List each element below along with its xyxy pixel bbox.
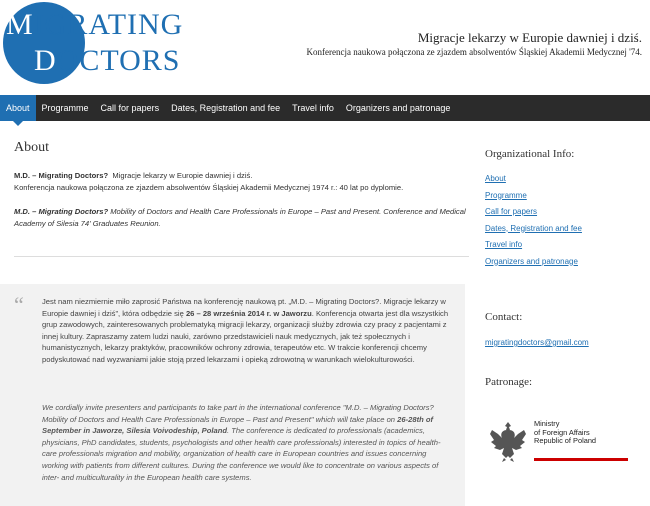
sidebar-link-dates-registration[interactable]: Dates, Registration and fee bbox=[485, 223, 582, 233]
site-subtitle: Konferencja naukowa połączona ze zjazdem absolwentów Śląskiej Akademii Medycznej '74. bbox=[306, 47, 642, 57]
nav-item-organizers[interactable]: Organizers and patronage bbox=[345, 103, 451, 113]
content-divider bbox=[14, 256, 469, 257]
site-header bbox=[0, 0, 650, 95]
contact-email-link[interactable]: migratingdoctors@gmail.com bbox=[485, 338, 589, 347]
intro-en-bold: M.D. – Migrating Doctors? bbox=[14, 207, 109, 216]
invitation-pl-part2: . Konferencja otwarta jest dla wszystkich grup zawodowych, zainteresowanych problematyką migracji lekarzy, organizacji służby zdrowia czy pracy z pacjentami z innej kultury. Zapraszamy zatem ludzi nauki, zarówno przedstawicieli nauk medycznych, jak też społecznych i humanistycznych, lekarzy praktyków, pracowników ochrony zdrowia, terapeutów etc. W trakcie konferencji chcemy podyskutować nad wyzwaniami jakie stoją przed lekarzami i opieką zdrowotną w warunkach wielokulturowości. bbox=[42, 308, 449, 364]
nav-item-dates-registration[interactable]: Dates, Registration and fee bbox=[171, 103, 281, 113]
ministry-line3: Republic of Poland bbox=[534, 436, 597, 446]
invitation-en-date: 26-28th of September in Jaworze, Silesia Voivodeship, Poland bbox=[42, 414, 434, 436]
invitation-text-pl bbox=[42, 296, 452, 366]
nav-item-call-for-papers[interactable]: Call for papers bbox=[100, 103, 160, 113]
intro-title-rest: Migracje lekarzy w Europie dawniej i dziś. bbox=[112, 171, 253, 180]
site-logo[interactable] bbox=[0, 0, 184, 90]
ministry-name bbox=[534, 420, 596, 446]
sidebar bbox=[485, 148, 645, 273]
sidebar-link-programme[interactable]: Programme bbox=[485, 190, 527, 200]
intro-paragraph-pl bbox=[14, 170, 469, 194]
intro-en-rest: Mobility of Doctors and Health Care Professionals in Europe – Past and Present. Conference and Medical Academy of Silesia 74' Graduates Reunion. bbox=[14, 207, 466, 228]
ministry-line1: Ministry bbox=[534, 419, 560, 428]
site-title: Migracje lekarzy w Europie dawniej i dziś. bbox=[417, 30, 642, 45]
nav-item-programme[interactable]: Programme bbox=[41, 103, 89, 113]
sidebar-link-call-for-papers[interactable]: Call for papers bbox=[485, 207, 538, 216]
logo-text-line2: DOCTORS bbox=[34, 44, 181, 77]
main-nav bbox=[0, 95, 650, 121]
polish-eagle-icon bbox=[488, 420, 528, 464]
quote-mark-icon: “ bbox=[14, 292, 24, 317]
intro-title-bold: M.D. – Migrating Doctors? bbox=[14, 171, 109, 180]
org-info-links bbox=[485, 174, 645, 266]
ministry-red-bar bbox=[534, 458, 628, 461]
ministry-logo[interactable] bbox=[488, 418, 633, 466]
sidebar-link-about[interactable]: About bbox=[485, 174, 506, 183]
logo-text-line1: MIGRATING bbox=[6, 8, 184, 41]
main-content bbox=[14, 140, 469, 230]
invitation-text-en bbox=[42, 402, 452, 483]
sidebar-link-travel-info[interactable]: Travel info bbox=[485, 240, 523, 249]
nav-item-travel-info[interactable]: Travel info bbox=[292, 103, 334, 113]
intro-paragraph-en bbox=[14, 206, 469, 230]
nav-item-about[interactable]: About bbox=[0, 95, 36, 121]
org-info-heading: Organizational Info: bbox=[485, 148, 575, 160]
sidebar-link-organizers[interactable]: Organizers and patronage bbox=[485, 256, 578, 266]
invitation-blockquote bbox=[0, 284, 465, 506]
patronage-heading: Patronage: bbox=[485, 376, 533, 388]
contact-heading: Contact: bbox=[485, 311, 523, 323]
page-title: About bbox=[14, 140, 49, 155]
invitation-pl-date: 26 – 28 września 2014 r. w Jaworzu bbox=[185, 308, 312, 318]
invitation-en-part2: . The conference is dedicated to professionals (academics, physicians, PhD candidates, students, psychologists and other health care professionals) interested in topics of health-care professionals migration and mobility, organization of health care in European countries and issues concerning working with patients from different cultures. During the conference we would like to concentrate on various aspects of inter- and multiculturality in the European health care systems. bbox=[42, 426, 441, 482]
intro-line2: Konferencja naukowa połączona ze zjazdem absolwentów Śląskiej Akademii Medycznej 1974 r.: 40 lat po dyplomie. bbox=[14, 183, 404, 192]
invitation-en-part1: We cordially invite presenters and participants to take part in the international conference "M.D. – Migrating Doctors? Mobility of Doctors and Health Care Professionals in Europe – Past and Present" which will take place on bbox=[42, 403, 434, 424]
ministry-line2: of Foreign Affairs bbox=[534, 427, 590, 437]
invitation-pl-part1: Jest nam niezmiernie miło zaprosić Państwa na konferencję naukową pt. „M.D. – Migrating Doctors?. Migracje lekarzy w Europie dawniej i dziś”, która odbędzie się bbox=[42, 297, 446, 318]
